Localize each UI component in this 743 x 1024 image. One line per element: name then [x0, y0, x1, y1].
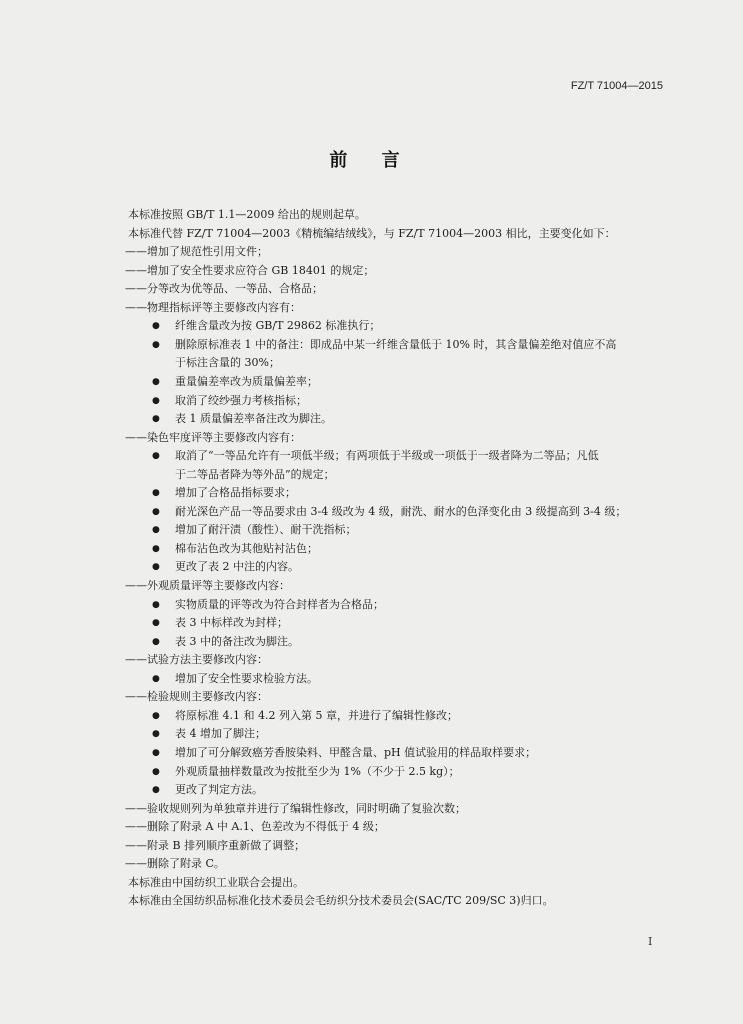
bullet-item: 纤维含量改为按 GB/T 29862 标准执行； — [175, 319, 381, 333]
bullet-icon: ● — [152, 376, 160, 387]
bullet-icon: ● — [152, 747, 160, 758]
page-title: 前 言 — [329, 150, 414, 171]
bullet-icon: ● — [152, 618, 160, 629]
change-item: ——试验方法主要修改内容： — [125, 653, 268, 667]
change-item: ——染色牢度评等主要修改内容有： — [125, 430, 301, 444]
change-item: ——外观质量评等主要修改内容： — [125, 579, 290, 592]
bullet-icon: ● — [152, 414, 160, 425]
bullet-item: 增加了耐汗渍（酸性）、耐干洗指标； — [175, 523, 357, 537]
bullet-icon: ● — [152, 488, 160, 499]
paragraph: 本标准由中国纺织工业联合会提出。 — [128, 875, 304, 889]
bullet-icon: ● — [152, 785, 160, 796]
paragraph: 本标准按照 GB/T 1.1—2009 给出的规则起草。 — [128, 208, 366, 221]
bullet-icon: ● — [152, 673, 160, 684]
bullet-icon: ● — [152, 543, 160, 554]
change-item: ——删除了附录 C。 — [125, 857, 225, 871]
bullet-icon: ● — [152, 321, 160, 332]
bullet-icon: ● — [152, 562, 160, 573]
bullet-icon: ● — [152, 710, 160, 721]
bullet-item: 表 4 增加了脚注； — [175, 727, 266, 741]
change-item: ——分等改为优等品、一等品、合格品； — [125, 282, 323, 296]
bullet-item: 表 1 质量偏差率备注改为脚注。 — [175, 412, 332, 426]
bullet-icon: ● — [152, 506, 160, 517]
bullet-icon: ● — [152, 339, 160, 350]
bullet-item: 取消了绞纱强力考核指标； — [175, 393, 307, 407]
bullet-item: 更改了表 2 中注的内容。 — [175, 560, 299, 574]
bullet-item: 删除原标准表 1 中的备注：即成品中某一纤维含量低于 10% 时，其含量偏差绝对值应不高 — [175, 337, 617, 351]
bullet-icon: ● — [152, 766, 160, 777]
bullet-icon: ● — [152, 525, 160, 536]
change-item: ——检验规则主要修改内容： — [125, 690, 268, 704]
bullet-item: 增加了合格品指标要求； — [175, 486, 296, 500]
bullet-item: 耐光深色产品一等品要求由 3-4 级改为 4 级，耐洗、耐水的色泽变化由 3 级提高到 3-4 级； — [175, 504, 627, 518]
bullet-icon: ● — [152, 636, 160, 647]
bullet-item: 棉布沾色改为其他贴衬沾色； — [175, 541, 318, 555]
bullet-icon: ● — [152, 729, 160, 740]
bullet-item: 将原标准 4.1 和 4.2 列入第 5 章，并进行了编辑性修改； — [175, 708, 458, 722]
change-item: ——验收规则列为单独章并进行了编辑性修改，同时明确了复验次数； — [125, 801, 466, 815]
paragraph: 本标准由全国纺织品标准化技术委员会毛纺织分技术委员会(SAC/TC 209/SC 3)归口。 — [128, 894, 554, 908]
change-item: ——物理指标评等主要修改内容有： — [125, 300, 301, 314]
bullet-item: 表 3 中的备注改为脚注。 — [175, 634, 299, 648]
bullet-icon: ● — [152, 395, 160, 406]
paragraph: 本标准代替 FZ/T 71004—2003《精梳编结绒线》，与 FZ/T 71004—2003 相比，主要变化如下： — [128, 226, 616, 240]
bullet-item: 更改了判定方法。 — [175, 783, 263, 797]
bullet-item-continuation: 于标注含量的 30%； — [175, 356, 280, 370]
bullet-item: 取消了“一等品允许有一项低半级；有两项低于半级或一项低于一级者降为二等品；凡低 — [175, 449, 599, 463]
change-item: ——增加了安全性要求应符合 GB 18401 的规定； — [125, 263, 375, 277]
bullet-item: 增加了安全性要求检验方法。 — [175, 671, 318, 685]
bullet-icon: ● — [152, 599, 160, 610]
bullet-item-continuation: 于二等品者降为等外品”的规定； — [175, 467, 335, 481]
bullet-item: 实物质量的评等改为符合封样者为合格品； — [175, 597, 384, 611]
bullet-item: 表 3 中标样改为封样； — [175, 616, 288, 630]
bullet-item: 增加了可分解致癌芳香胺染料、甲醛含量、pH 值试验用的样品取样要求； — [175, 745, 537, 759]
bullet-item: 外观质量抽样数量改为按批至少为 1%（不少于 2.5 kg）； — [175, 764, 460, 778]
change-item: ——增加了规范性引用文件； — [125, 245, 268, 259]
change-item: ——附录 B 排列顺序重新做了调整； — [125, 838, 306, 852]
page-number: I — [648, 935, 653, 948]
change-item: ——删除了附录 A 中 A.1、色差改为不得低于 4 级； — [125, 820, 385, 834]
document-number: FZ/T 71004—2015 — [570, 80, 663, 92]
bullet-icon: ● — [152, 451, 160, 462]
bullet-item: 重量偏差率改为质量偏差率； — [175, 374, 318, 388]
